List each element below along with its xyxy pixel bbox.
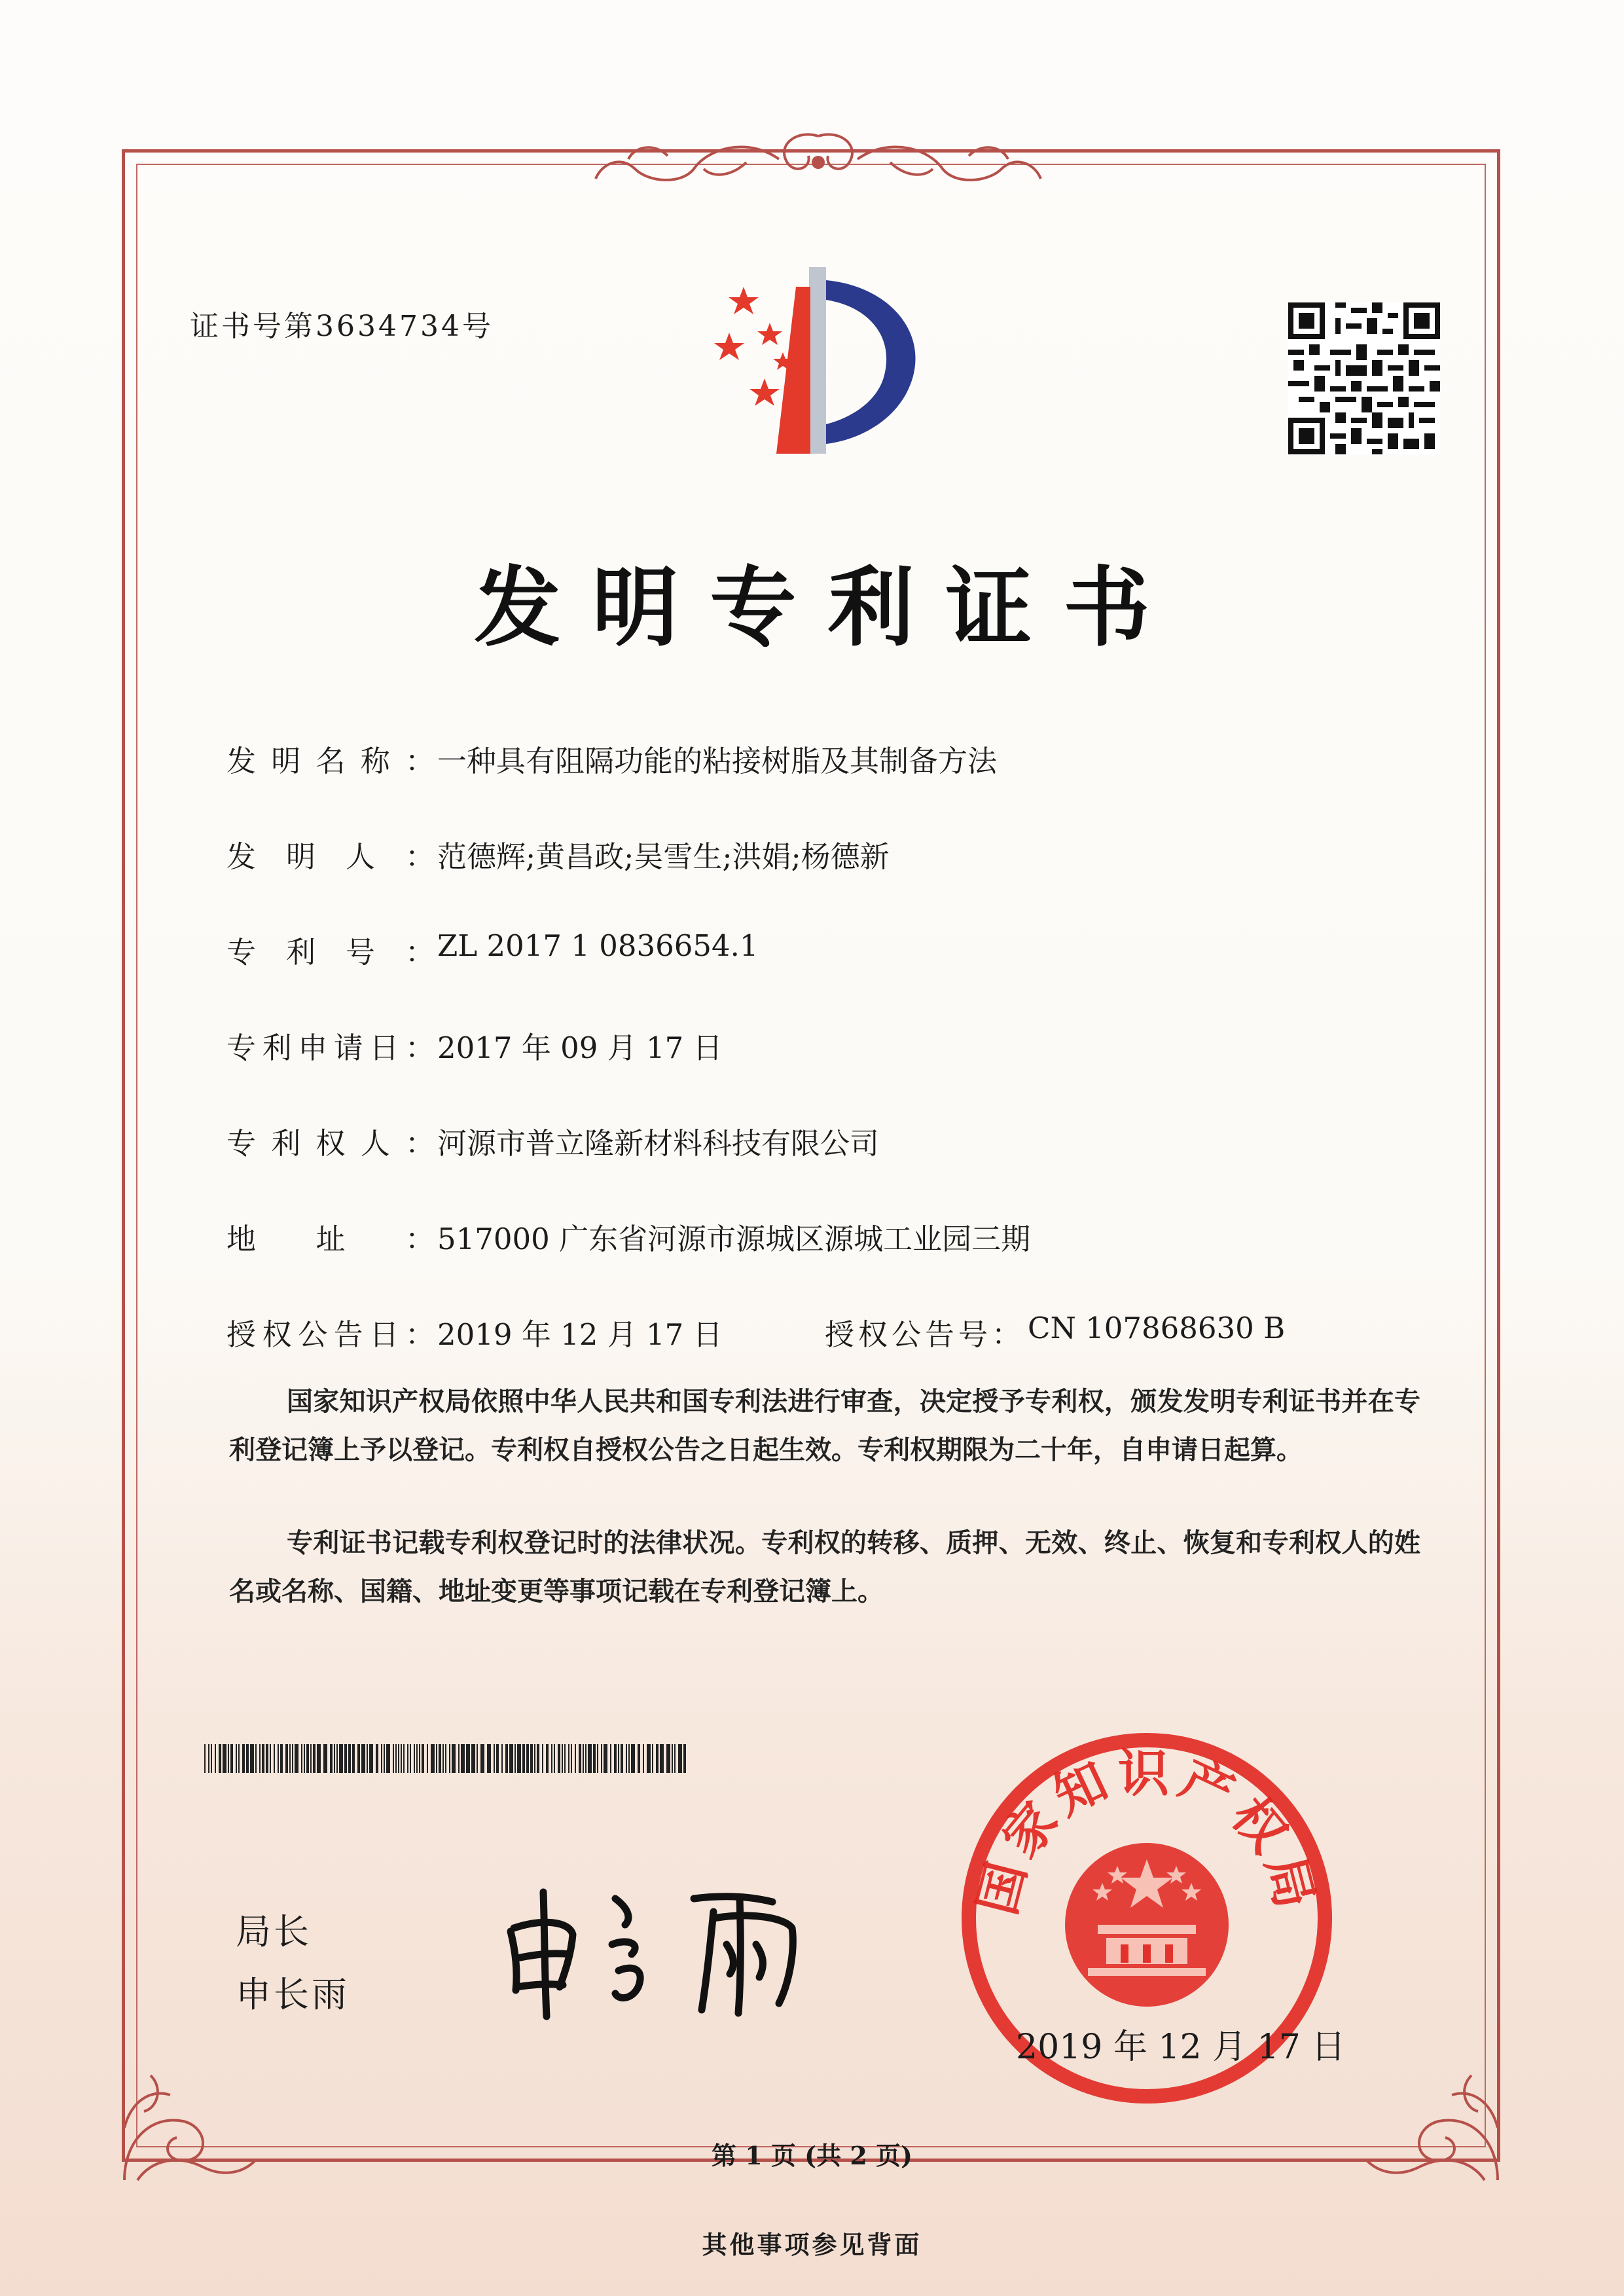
top-ornament-icon bbox=[583, 123, 1054, 195]
barcode-bar bbox=[601, 1744, 602, 1773]
barcode-bar bbox=[537, 1744, 539, 1773]
barcode-bar bbox=[458, 1744, 460, 1773]
barcode-icon bbox=[204, 1744, 687, 1773]
field-label: 专利申请日： bbox=[226, 1030, 435, 1065]
barcode-bar bbox=[215, 1744, 216, 1773]
field-invention-name bbox=[226, 737, 997, 780]
barcode-bar bbox=[522, 1744, 525, 1773]
field-value: CN 107868630 B bbox=[1028, 1311, 1286, 1345]
cnipa-logo-icon bbox=[698, 261, 947, 457]
barcode-bar bbox=[579, 1744, 581, 1773]
field-value: 2017 年 09 月 17 日 bbox=[437, 1030, 723, 1065]
barcode-bar bbox=[230, 1744, 233, 1773]
barcode-bar bbox=[255, 1744, 257, 1773]
barcode-bar bbox=[266, 1744, 268, 1773]
seal-date: 2019 年 12 月 17 日 bbox=[1016, 2028, 1346, 2067]
certificate-number: 证书号第3634734号 bbox=[190, 310, 494, 343]
barcode-bar bbox=[614, 1744, 617, 1773]
barcode-bar bbox=[274, 1744, 275, 1773]
barcode-bar bbox=[278, 1744, 279, 1773]
barcode-bar bbox=[551, 1744, 552, 1773]
barcode-bar bbox=[466, 1744, 470, 1773]
field-label: 授权公告号： bbox=[825, 1317, 1026, 1352]
field-grant-date bbox=[226, 1311, 723, 1353]
barcode-bar bbox=[461, 1744, 465, 1773]
barcode-bar bbox=[223, 1744, 226, 1773]
barcode-bar bbox=[652, 1744, 653, 1773]
barcode-bar bbox=[352, 1744, 355, 1773]
barcode-bar bbox=[211, 1744, 212, 1773]
field-label: 授权公告日： bbox=[226, 1317, 435, 1352]
barcode-bar bbox=[452, 1744, 456, 1773]
barcode-bar bbox=[431, 1744, 435, 1773]
barcode-bar bbox=[546, 1744, 549, 1773]
barcode-bar bbox=[571, 1744, 572, 1773]
field-value: ZL 2017 1 0836654.1 bbox=[437, 928, 759, 963]
barcode-bar bbox=[317, 1744, 321, 1773]
barcode-bar bbox=[542, 1744, 543, 1773]
barcode-bar bbox=[505, 1744, 508, 1773]
barcode-bar bbox=[621, 1744, 623, 1773]
director-name: 申长雨 bbox=[236, 1974, 350, 2015]
barcode-bar bbox=[414, 1744, 415, 1773]
barcode-bar bbox=[376, 1744, 378, 1773]
barcode-bar bbox=[246, 1744, 249, 1773]
field-label: 专利号： bbox=[226, 935, 435, 970]
barcode-bar bbox=[250, 1744, 254, 1773]
barcode-bar bbox=[597, 1744, 598, 1773]
barcode-bar bbox=[427, 1744, 428, 1773]
barcode-bar bbox=[410, 1744, 411, 1773]
field-application-date bbox=[226, 1024, 723, 1066]
barcode-bar bbox=[564, 1744, 566, 1773]
barcode-bar bbox=[238, 1744, 240, 1773]
barcode-bar bbox=[339, 1744, 343, 1773]
barcode-bar bbox=[310, 1744, 312, 1773]
field-value: 517000 广东省河源市源城区源城工业园三期 bbox=[437, 1222, 1031, 1256]
barcode-bar bbox=[313, 1744, 316, 1773]
barcode-bar bbox=[416, 1744, 418, 1773]
barcode-bar bbox=[419, 1744, 420, 1773]
barcode-bar bbox=[242, 1744, 245, 1773]
barcode-bar bbox=[236, 1744, 237, 1773]
barcode-bar bbox=[514, 1744, 516, 1773]
barcode-bar bbox=[208, 1744, 209, 1773]
barcode-bar bbox=[583, 1744, 584, 1773]
barcode-bar bbox=[638, 1744, 640, 1773]
barcode-bar bbox=[336, 1744, 338, 1773]
barcode-bar bbox=[295, 1744, 298, 1773]
barcode-bar bbox=[367, 1744, 368, 1773]
barcode-bar bbox=[631, 1744, 635, 1773]
barcode-bar bbox=[228, 1744, 229, 1773]
barcode-bar bbox=[526, 1744, 529, 1773]
barcode-bar bbox=[593, 1744, 596, 1773]
statement-paragraph-2: 专利证书记载专利权登记时的法律状况。专利权的转移、质押、无效、终止、恢复和专利权人的姓名或名称、国籍、地址变更等事项记载在专利登记簿上。 bbox=[229, 1527, 1420, 1607]
barcode-bar bbox=[436, 1744, 437, 1773]
barcode-bar bbox=[471, 1744, 475, 1773]
field-patentee bbox=[226, 1120, 879, 1162]
barcode-bar bbox=[660, 1744, 664, 1773]
barcode-bar bbox=[361, 1744, 365, 1773]
barcode-bar bbox=[280, 1744, 283, 1773]
barcode-bar bbox=[323, 1744, 327, 1773]
barcode-bar bbox=[626, 1744, 627, 1773]
statement-paragraph-1: 国家知识产权局依照中华人民共和国专利法进行审查，决定授予专利权，颁发发明专利证书并在专利登记簿上予以登记。专利权自授权公告之日起生效。专利权期限为二十年，自申请日起算。 bbox=[229, 1386, 1420, 1465]
field-label: 发明名称： bbox=[226, 744, 435, 778]
field-publication-number bbox=[825, 1311, 1285, 1353]
barcode-bar bbox=[395, 1744, 397, 1773]
field-label: 专利权人： bbox=[226, 1126, 435, 1161]
barcode-bar bbox=[292, 1744, 293, 1773]
barcode-bar bbox=[672, 1744, 673, 1773]
barcode-bar bbox=[442, 1744, 444, 1773]
barcode-bar bbox=[344, 1744, 347, 1773]
barcode-bar bbox=[289, 1744, 291, 1773]
page-indicator: 第 1 页 (共 2 页) bbox=[712, 2141, 912, 2170]
barcode-bar bbox=[683, 1744, 686, 1773]
barcode-bar bbox=[480, 1744, 484, 1773]
bottom-left-ornament-icon bbox=[111, 2049, 268, 2193]
barcode-bar bbox=[643, 1744, 644, 1773]
barcode-bar bbox=[568, 1744, 569, 1773]
barcode-bar bbox=[334, 1744, 335, 1773]
barcode-bar bbox=[306, 1744, 309, 1773]
barcode-bar bbox=[357, 1744, 360, 1773]
barcode-bar bbox=[407, 1744, 408, 1773]
barcode-bar bbox=[628, 1744, 630, 1773]
barcode-bar bbox=[386, 1744, 390, 1773]
barcode-bar bbox=[618, 1744, 619, 1773]
barcode-bar bbox=[656, 1744, 659, 1773]
barcode-bar bbox=[678, 1744, 682, 1773]
barcode-bar bbox=[575, 1744, 576, 1773]
barcode-bar bbox=[401, 1744, 402, 1773]
qr-code-icon bbox=[1288, 302, 1440, 454]
barcode-bar bbox=[369, 1744, 373, 1773]
barcode-bar bbox=[439, 1744, 441, 1773]
barcode-bar bbox=[530, 1744, 533, 1773]
barcode-bar bbox=[330, 1744, 333, 1773]
field-label: 地址： bbox=[226, 1222, 435, 1256]
barcode-bar bbox=[381, 1744, 382, 1773]
barcode-bar bbox=[509, 1744, 513, 1773]
field-value: 河源市普立隆新材料科技有限公司 bbox=[437, 1126, 880, 1161]
barcode-bar bbox=[562, 1744, 563, 1773]
field-patent-number bbox=[226, 928, 759, 971]
director-title: 局长 bbox=[236, 1911, 312, 1952]
barcode-bar bbox=[496, 1744, 499, 1773]
barcode-bar bbox=[393, 1744, 394, 1773]
barcode-bar bbox=[449, 1744, 450, 1773]
barcode-bar bbox=[422, 1744, 424, 1773]
barcode-bar bbox=[204, 1744, 206, 1773]
barcode-bar bbox=[534, 1744, 535, 1773]
barcode-bar bbox=[588, 1744, 592, 1773]
barcode-bar bbox=[604, 1744, 607, 1773]
barcode-bar bbox=[348, 1744, 351, 1773]
barcode-bar bbox=[270, 1744, 271, 1773]
bottom-right-ornament-icon bbox=[1354, 2049, 1511, 2193]
field-label: 发明人： bbox=[226, 839, 435, 874]
field-value: 2019 年 12 月 17 日 bbox=[437, 1317, 723, 1352]
barcode-bar bbox=[487, 1744, 491, 1773]
field-value: 范德辉;黄昌政;吴雪生;洪娟;杨德新 bbox=[437, 839, 890, 874]
barcode-bar bbox=[301, 1744, 302, 1773]
barcode-bar bbox=[219, 1744, 221, 1773]
barcode-bar bbox=[610, 1744, 611, 1773]
barcode-bar bbox=[501, 1744, 503, 1773]
field-inventors bbox=[226, 833, 890, 875]
barcode-bar bbox=[304, 1744, 305, 1773]
field-value: 一种具有阻隔功能的粘接树脂及其制备方法 bbox=[437, 744, 998, 778]
barcode-bar bbox=[262, 1744, 264, 1773]
barcode-bar bbox=[494, 1744, 495, 1773]
field-address bbox=[226, 1215, 1030, 1258]
footer-note: 其他事项参见背面 bbox=[702, 2230, 922, 2259]
barcode-bar bbox=[285, 1744, 288, 1773]
barcode-bar bbox=[666, 1744, 670, 1773]
director-signature-icon bbox=[497, 1872, 838, 2023]
barcode-bar bbox=[647, 1744, 651, 1773]
barcode-bar bbox=[259, 1744, 261, 1773]
barcode-bar bbox=[403, 1744, 405, 1773]
barcode-bar bbox=[445, 1744, 446, 1773]
barcode-bar bbox=[674, 1744, 676, 1773]
barcode-bar bbox=[477, 1744, 478, 1773]
barcode-bar bbox=[558, 1744, 560, 1773]
barcode-bar bbox=[398, 1744, 399, 1773]
barcode-bar bbox=[585, 1744, 586, 1773]
barcode-bar bbox=[517, 1744, 521, 1773]
certificate-title: 发明专利证书 bbox=[474, 557, 1182, 659]
seal-text: 国家知识产权局 bbox=[967, 1743, 1327, 1921]
barcode-bar bbox=[554, 1744, 555, 1773]
barcode-bar bbox=[384, 1744, 385, 1773]
